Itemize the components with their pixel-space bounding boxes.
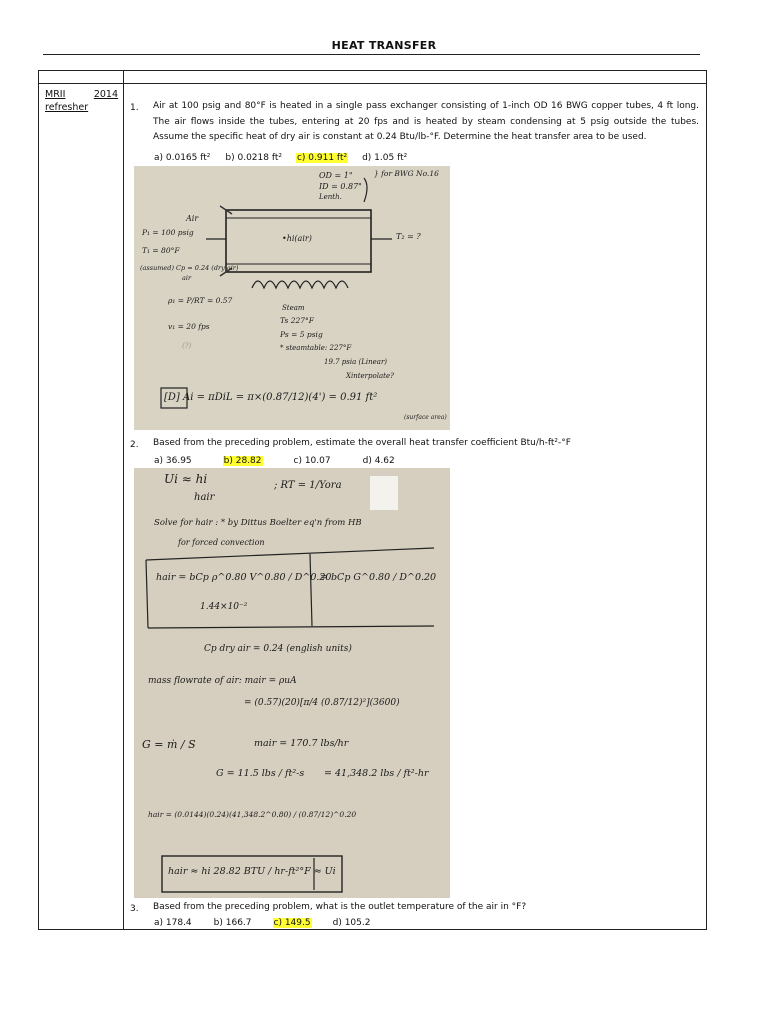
hw-g-definition: G = ṁ / S — [142, 738, 196, 751]
hw-air-label: Air — [186, 214, 199, 223]
question-1-options — [153, 151, 408, 164]
hw-ui-hi: Ui ≈ hi — [164, 472, 208, 486]
hw-b-value: 1.44×10⁻² — [200, 602, 248, 612]
question-3-number: 3. — [130, 904, 139, 914]
hw-id: ID = 0.87" — [319, 182, 362, 191]
hw-ts: Ts 227°F — [280, 316, 314, 325]
hw-g-value: = 41,348.2 lbs / ft²-hr — [324, 768, 429, 779]
table-header-divider — [38, 83, 707, 84]
hw-hair: hair — [194, 492, 215, 503]
q3-option-b: b) 166.7 — [213, 917, 252, 928]
hw-mass-flowrate: mass flowrate of air: mair = ρuA — [148, 676, 297, 686]
hw-forced-convection: for forced convection — [178, 538, 265, 547]
solution-photo-2 — [134, 468, 450, 898]
q3-option-c-answer: c) 149.5 — [273, 917, 311, 928]
question-3-text: Based from the preceding problem, what is the outlet temperature of the air in °F? — [153, 902, 527, 912]
question-2-text: Based from the preceding problem, estimate the overall heat transfer coefficient Btu/h-ft²-°F — [153, 438, 571, 448]
hw-ps: Ps = 5 psig — [280, 330, 323, 339]
hw-dittus-boelter-g: = bCp G^0.80 / D^0.20 — [320, 572, 437, 583]
hw-length: Lenth. — [319, 193, 342, 201]
hw-rt: ; RT = 1/Yora — [274, 480, 342, 491]
hw-solve-for-hair: Solve for hair : * by Dittus Boelter eq'n from HB — [154, 518, 362, 528]
course-code: MRII — [45, 89, 66, 100]
q3-option-d: d) 105.2 — [332, 917, 371, 928]
hw-od: OD = 1" — [319, 171, 353, 180]
hw-cp-air: air — [182, 274, 192, 282]
question-2-number: 2. — [130, 440, 139, 450]
hw-t1: T₁ = 80°F — [142, 246, 180, 255]
q3-option-a: a) 178.4 — [154, 917, 192, 928]
hw-final-answer: hair ≈ hi 28.82 BTU / hr-ft²°F ≈ Ui — [168, 866, 336, 877]
question-1-number: 1. — [130, 103, 139, 113]
q2-option-d: d) 4.62 — [362, 455, 395, 466]
hw-surface-area: (surface area) — [404, 414, 447, 421]
hw-blurred-note: (?) — [182, 342, 192, 350]
hw-rho: ρ₁ = P/RT = 0.57 — [168, 296, 233, 305]
page-title: HEAT TRANSFER — [331, 39, 437, 52]
course-year: 2014 — [93, 89, 118, 100]
question-2-options — [153, 454, 396, 467]
hw-mass-equation: = (0.57)(20)[π/4 (0.87/12)²](3600) — [244, 698, 400, 708]
hw-hi: •hi(air) — [282, 234, 312, 243]
q2-option-c: c) 10.07 — [293, 455, 331, 466]
hw-g-equation: G = 11.5 lbs / ft²-s — [216, 768, 305, 779]
hw-mair-value: mair = 170.7 lbs/hr — [254, 738, 349, 749]
hw-t2: T₂ = ? — [396, 232, 421, 241]
question-1-text: Air at 100 psig and 80°F is heated in a single pass exchanger consisting of 1-inch OD 16 BWG copper tubes, 4 ft long. The air flows inside the tubes, entering at 20 fps and is heated by steam condensing at 5 psig outside the tubes. Assume the specific heat of dry air is constant at 0.24 Btu/lb-°F. Determine the heat transfer area to be used. — [153, 101, 699, 142]
hw-bwg: } for BWG No.16 — [374, 169, 439, 178]
course-cell — [45, 88, 118, 114]
hw-cp: (assumed) Cp = 0.24 (dry air) — [140, 264, 239, 272]
q2-option-b-answer: b) 28.82 — [223, 455, 262, 466]
hw-interpolate: Xinterpolate? — [346, 372, 394, 380]
hw-steamtable: * steamtable: 227°F — [280, 344, 352, 352]
question-3-options — [153, 916, 371, 929]
q1-option-c-answer: c) 0.911 ft² — [296, 152, 348, 163]
table-column-divider — [123, 70, 124, 930]
hw-psia: 19.7 psia (Linear) — [324, 358, 388, 366]
q2-option-a: a) 36.95 — [154, 455, 192, 466]
hw-cp-dry-air: Cp dry air = 0.24 (english units) — [204, 644, 352, 654]
hw-steam: Steam — [282, 304, 305, 312]
q1-option-b: b) 0.0218 ft² — [225, 152, 282, 163]
hw-dittus-boelter: hair = bCp ρ^0.80 V^0.80 / D^0.20 — [156, 572, 332, 583]
hw-area-formula: [D] Ai = πDiL = π×(0.87/12)(4') = 0.91 ft² — [164, 392, 378, 403]
title-rule — [43, 54, 700, 55]
hw-v1: v₁ = 20 fps — [168, 322, 210, 331]
course-note: refresher — [45, 102, 89, 113]
q1-option-d: d) 1.05 ft² — [362, 152, 408, 163]
hw-p1: P₁ = 100 psig — [142, 228, 194, 237]
hw-hair-equation: hair = (0.0144)(0.24)(41,348.2^0.80) / (0.87/12)^0.20 — [148, 810, 357, 819]
q1-option-a: a) 0.0165 ft² — [154, 152, 211, 163]
solution-photo-1 — [134, 166, 450, 430]
